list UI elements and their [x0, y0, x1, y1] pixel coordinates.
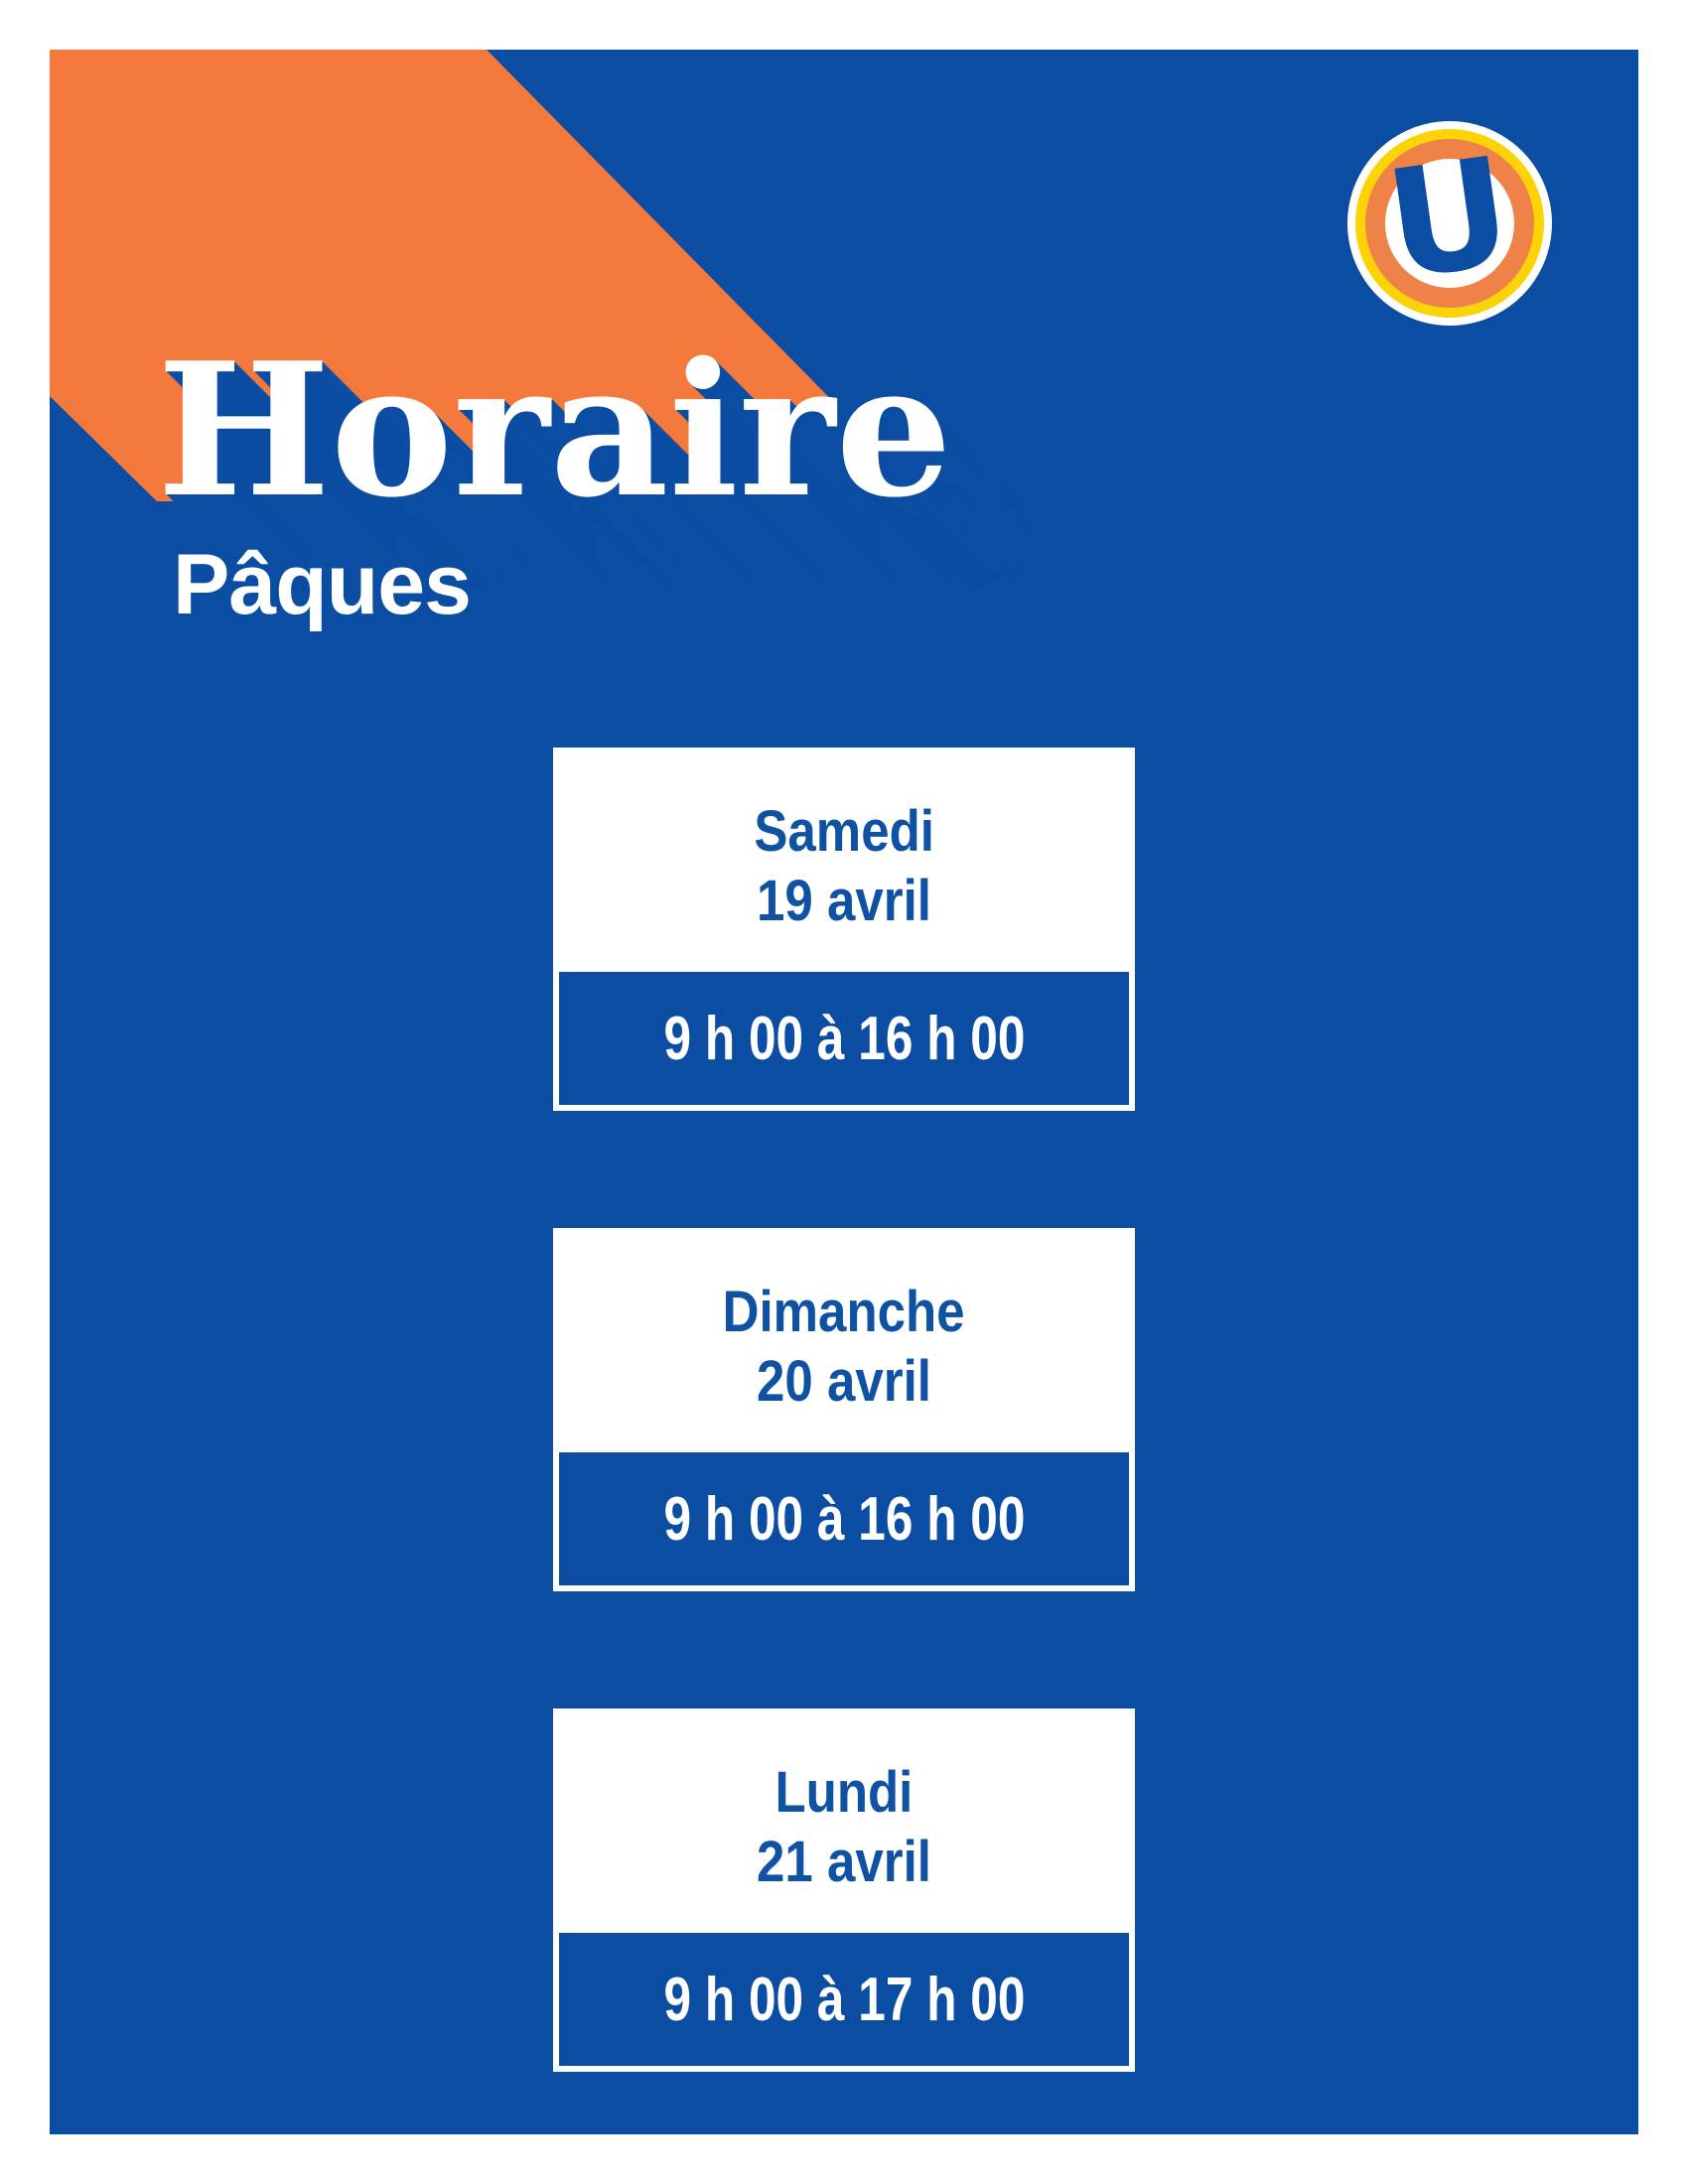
schedule-card-monday: [553, 1708, 1135, 2072]
hours-label: 9 h 00 à 17 h 00: [663, 1965, 1025, 2034]
date-label: 20 avril: [757, 1349, 931, 1414]
logo-yellow-ring: [1355, 125, 1544, 318]
card-date-block: [553, 1708, 1135, 1897]
hours-band: [559, 1452, 1129, 1585]
poster-title: Horaire: [157, 322, 952, 538]
poster-background: [50, 50, 1638, 2134]
u-logo: [1347, 121, 1552, 326]
hours-label: 9 h 00 à 16 h 00: [663, 1004, 1025, 1073]
day-label: Dimanche: [723, 1280, 965, 1344]
logo-white-center: [1377, 125, 1521, 314]
day-label: Samedi: [754, 799, 934, 864]
day-label: Lundi: [774, 1760, 914, 1825]
poster-subtitle: Pâques: [173, 537, 471, 632]
logo-u-letter-icon: U: [1377, 125, 1521, 314]
card-date-block: [553, 1228, 1135, 1417]
card-date-block: [553, 748, 1135, 936]
hours-band: [559, 1933, 1129, 2066]
schedule-card-sunday: [553, 1228, 1135, 1591]
hours-band: [559, 972, 1129, 1105]
schedule-card-saturday: [553, 748, 1135, 1111]
hours-label: 9 h 00 à 16 h 00: [663, 1484, 1025, 1554]
date-label: 21 avril: [757, 1830, 931, 1894]
date-label: 19 avril: [757, 869, 931, 933]
logo-orange-ring: [1365, 125, 1534, 314]
